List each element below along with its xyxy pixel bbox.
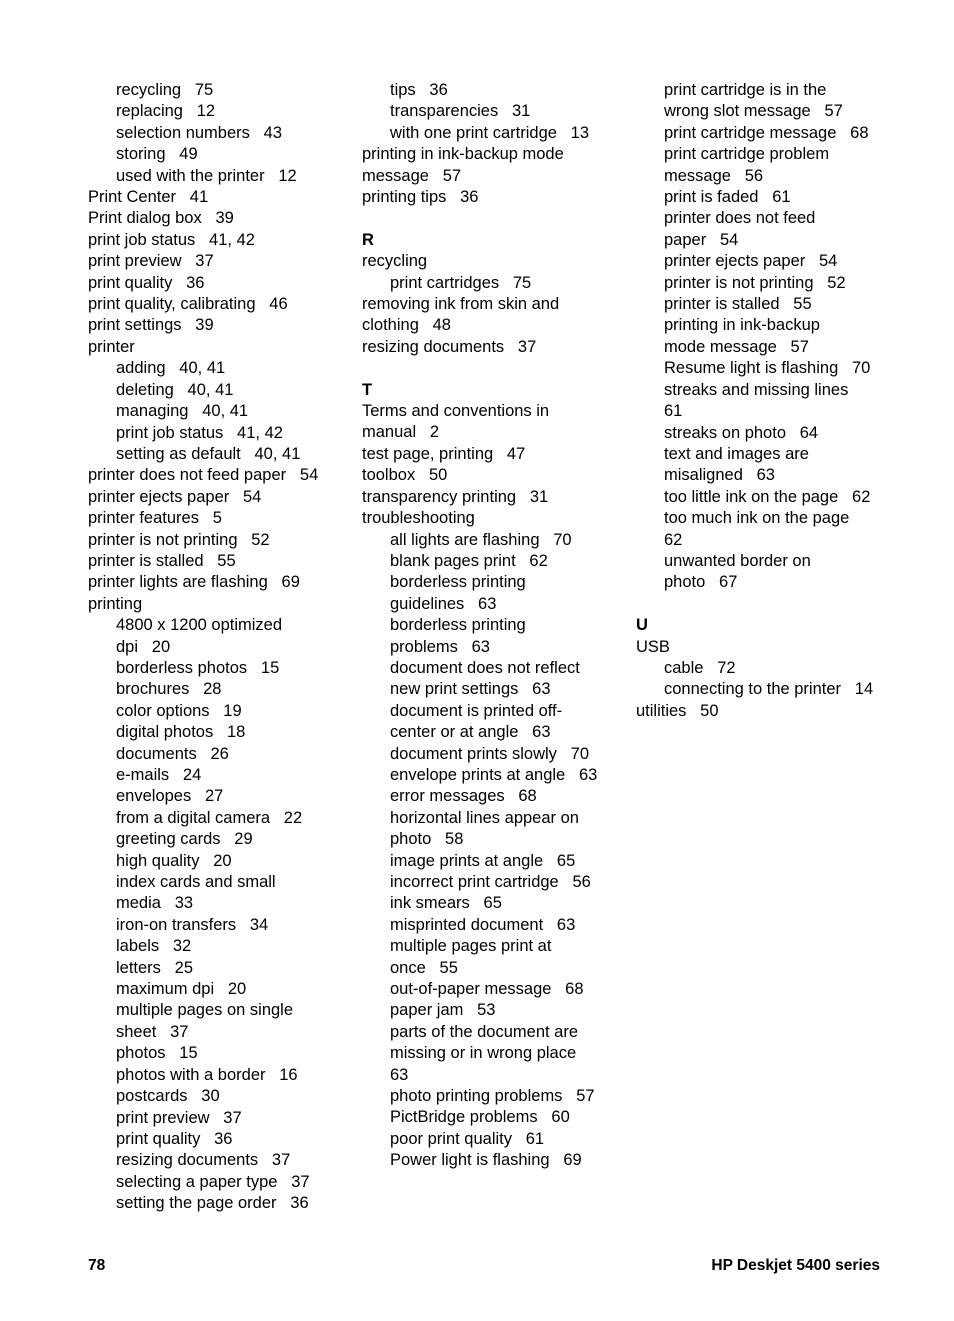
index-subentry: paper 54 [664, 230, 739, 249]
index-subentry: selection numbers 43 [116, 123, 283, 142]
index-subentry: printer is stalled 55 [664, 295, 812, 314]
index-entry: Print dialog box 39 [88, 209, 234, 228]
index-subentry: greeting cards 29 [116, 830, 253, 849]
index-entry: printer features 5 [88, 509, 222, 528]
index-entry: resizing documents 37 [362, 337, 537, 356]
index-entry: printing in ink-backup mode [362, 145, 564, 164]
index-entry: printer is stalled 55 [88, 551, 236, 570]
index-entry: transparency printing 31 [362, 487, 549, 506]
index-subentry: too little ink on the page 62 [664, 487, 871, 506]
index-subentry: selecting a paper type 37 [116, 1172, 310, 1191]
index-subentry: dpi 20 [116, 637, 171, 656]
index-entry: clothing 48 [362, 316, 451, 335]
section-spacer [362, 208, 624, 229]
index-subentry: print is faded 61 [664, 188, 791, 207]
index-subentry: center or at angle 63 [390, 723, 551, 742]
index-entry: utilities 50 [636, 701, 719, 720]
index-entry: printer is not printing 52 [88, 530, 270, 549]
product-name: HP Deskjet 5400 series [711, 1257, 880, 1274]
index-entry: manual 2 [362, 423, 440, 442]
index-letter-heading: T [362, 380, 373, 399]
index-subentry: document is printed off- [390, 701, 563, 720]
index-subentry: replacing 12 [116, 102, 216, 121]
index-subentry: parts of the document are [390, 1022, 579, 1041]
index-subentry: print job status 41, 42 [116, 423, 283, 442]
index-entry: print quality, calibrating 46 [88, 295, 288, 314]
index-subentry: storing 49 [116, 145, 198, 164]
index-subentry: too much ink on the page [664, 509, 850, 528]
index-subentry: Power light is flashing 69 [390, 1151, 582, 1170]
index-subentry: unwanted border on [664, 551, 811, 570]
index-subentry: printer ejects paper 54 [664, 252, 838, 271]
index-entry: print preview 37 [88, 252, 214, 271]
index-subentry: sheet 37 [116, 1022, 189, 1041]
index-entry: Terms and conventions in [362, 402, 550, 421]
index-entry: recycling [362, 252, 428, 271]
index-entry: printing tips 36 [362, 188, 479, 207]
index-subentry: document does not reflect [390, 658, 580, 677]
index-subentry: 63 [390, 1065, 409, 1084]
index-entry: troubleshooting [362, 509, 475, 528]
index-subentry: print cartridge problem [664, 145, 830, 164]
index-subentry: photo printing problems 57 [390, 1087, 595, 1106]
index-subentry: borderless photos 15 [116, 658, 280, 677]
index-entry: Print Center 41 [88, 188, 209, 207]
index-subentry: borderless printing [390, 616, 526, 635]
index-entry: printer lights are flashing 69 [88, 573, 300, 592]
index-subentry: multiple pages print at [390, 937, 552, 956]
index-subentry: iron-on transfers 34 [116, 915, 269, 934]
index-subentry: labels 32 [116, 937, 192, 956]
index-subentry: streaks and missing lines [664, 380, 849, 399]
index-subentry: managing 40, 41 [116, 402, 249, 421]
index-letter-heading: R [362, 230, 374, 249]
page-number: 78 [88, 1257, 106, 1274]
index-subentry: setting as default 40, 41 [116, 444, 301, 463]
index-subentry: postcards 30 [116, 1087, 220, 1106]
index-subentry: image prints at angle 65 [390, 851, 576, 870]
index-subentry: 62 [664, 530, 683, 549]
section-spacer [636, 594, 898, 615]
index-subentry: photo 58 [390, 830, 464, 849]
index-subentry: Resume light is flashing 70 [664, 359, 871, 378]
index-subentry: incorrect print cartridge 56 [390, 873, 591, 891]
index-subentry: e-mails 24 [116, 766, 202, 784]
index-entry: printer [88, 337, 135, 356]
index-subentry: photos 15 [116, 1044, 198, 1063]
index-subentry: photo 67 [664, 573, 738, 592]
index-entry: printing [88, 594, 143, 613]
index-subentry: maximum dpi 20 [116, 980, 247, 999]
index-subentry: recycling 75 [116, 81, 214, 99]
index-entry: test page, printing 47 [362, 444, 526, 463]
index-subentry: missing or in wrong place [390, 1044, 577, 1063]
index-subentry: 4800 x 1200 optimized [116, 616, 283, 635]
index-subentry: print cartridges 75 [390, 273, 532, 292]
index-subentry: envelopes 27 [116, 787, 224, 806]
index-subentry: transparencies 31 [390, 102, 531, 121]
index-subentry: envelope prints at angle 63 [390, 765, 598, 784]
index-subentry: high quality 20 [116, 851, 232, 870]
index-subentry: document prints slowly 70 [390, 744, 590, 763]
index-subentry: poor print quality 61 [390, 1129, 545, 1148]
index-subentry: print cartridge is in the [664, 81, 827, 99]
index-entry: print job status 41, 42 [88, 230, 255, 249]
index-subentry: misaligned 63 [664, 466, 775, 485]
index-subentry: used with the printer 12 [116, 166, 297, 185]
index-subentry: multiple pages on single [116, 1001, 294, 1020]
index-subentry: text and images are [664, 444, 809, 463]
index-subentry: PictBridge problems 60 [390, 1108, 570, 1127]
index-entry: toolbox 50 [362, 466, 448, 485]
index-subentry: letters 25 [116, 958, 194, 977]
index-subentry: print quality 36 [116, 1129, 233, 1148]
index-subentry: out-of-paper message 68 [390, 980, 584, 999]
index-entry: USB [636, 637, 670, 656]
index-column-3 [636, 80, 898, 722]
index-entry: print settings 39 [88, 316, 214, 335]
index-entry: removing ink from skin and [362, 295, 560, 314]
index-subentry: resizing documents 37 [116, 1151, 291, 1170]
index-subentry: print preview 37 [116, 1108, 242, 1127]
index-subentry: with one print cartridge 13 [390, 123, 590, 142]
index-subentry: photos with a border 16 [116, 1065, 298, 1084]
index-entry: message 57 [362, 166, 462, 185]
index-subentry: printing in ink-backup [664, 316, 820, 335]
index-column-2 [362, 80, 624, 1172]
index-subentry: brochures 28 [116, 680, 222, 699]
index-letter-heading: U [636, 616, 648, 635]
index-subentry: printer does not feed [664, 209, 816, 228]
index-subentry: new print settings 63 [390, 680, 551, 699]
index-entry: print quality 36 [88, 273, 205, 292]
index-subentry: index cards and small [116, 873, 276, 892]
index-subentry: message 56 [664, 166, 764, 185]
index-subentry: mode message 57 [664, 337, 809, 356]
index-subentry: deleting 40, 41 [116, 380, 234, 399]
section-spacer [362, 358, 624, 379]
index-subentry: adding 40, 41 [116, 359, 226, 378]
index-subentry: media 33 [116, 894, 194, 913]
index-subentry: setting the page order 36 [116, 1194, 309, 1213]
index-subentry: from a digital camera 22 [116, 808, 303, 827]
index-subentry: misprinted document 63 [390, 915, 576, 934]
index-subentry: guidelines 63 [390, 594, 497, 613]
index-column-1 [88, 80, 350, 1215]
index-subentry: 61 [664, 402, 683, 421]
index-subentry: ink smears 65 [390, 894, 502, 913]
index-subentry: horizontal lines appear on [390, 808, 579, 827]
index-subentry: tips 36 [390, 81, 448, 99]
index-subentry: paper jam 53 [390, 1001, 496, 1020]
index-subentry: all lights are flashing 70 [390, 530, 572, 549]
index-subentry: blank pages print 62 [390, 551, 548, 570]
index-subentry: connecting to the printer 14 [664, 680, 874, 699]
index-subentry: cable 72 [664, 658, 736, 677]
index-subentry: error messages 68 [390, 787, 537, 806]
index-subentry: color options 19 [116, 701, 242, 720]
index-subentry: digital photos 18 [116, 723, 246, 742]
index-entry: printer does not feed paper 54 [88, 466, 319, 485]
index-subentry: wrong slot message 57 [664, 102, 843, 121]
index-subentry: borderless printing [390, 573, 526, 592]
index-subentry: print cartridge message 68 [664, 123, 869, 142]
index-subentry: documents 26 [116, 744, 229, 763]
index-subentry: once 55 [390, 958, 458, 977]
index-subentry: printer is not printing 52 [664, 273, 846, 292]
index-subentry: problems 63 [390, 637, 490, 656]
index-subentry: streaks on photo 64 [664, 423, 819, 442]
index-entry: printer ejects paper 54 [88, 487, 262, 506]
